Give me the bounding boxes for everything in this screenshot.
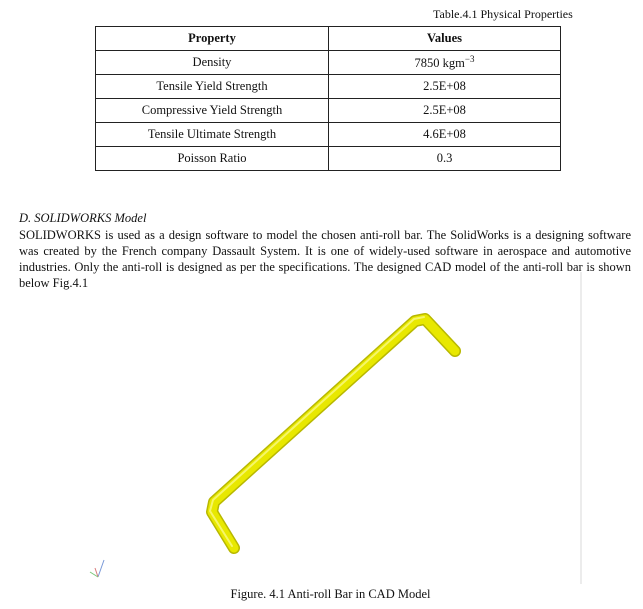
table-row	[96, 99, 561, 123]
column-header-property: Property	[96, 27, 329, 51]
value-cell: 4.6E+08	[329, 123, 561, 147]
property-cell: Density	[96, 51, 329, 75]
value-cell: 0.3	[329, 147, 561, 171]
property-cell: Poisson Ratio	[96, 147, 329, 171]
property-cell: Tensile Yield Strength	[96, 75, 329, 99]
property-cell: Tensile Ultimate Strength	[96, 123, 329, 147]
density-value: 7850 kgm	[414, 56, 465, 71]
physical-properties-table	[95, 26, 561, 171]
table-row	[96, 75, 561, 99]
figure-caption-wrap	[0, 587, 643, 602]
column-header-values: Values	[329, 27, 561, 51]
value-cell: 2.5E+08	[329, 75, 561, 99]
cad-viewport	[0, 272, 643, 592]
density-exponent: −3	[464, 53, 475, 64]
section-body-text: SOLIDWORKS is used as a design software to model the chosen anti-roll bar. The SolidWorks is a designing software was created by the French company Dassault System. It is one of widely-used software in aerospace and automotive industries. Only the anti-roll is designed as per the specifications. The designed CAD model of the anti-roll bar is shown below Fig.4.1	[19, 228, 631, 290]
cad-figure	[0, 272, 643, 592]
table-row	[96, 147, 561, 171]
anti-roll-bar-outline	[212, 319, 455, 548]
table-header-row	[96, 27, 561, 51]
table-row	[96, 51, 561, 75]
table-caption: Table.4.1 Physical Properties	[433, 7, 573, 21]
figure-caption: Figure. 4.1 Anti-roll Bar in CAD Model	[230, 587, 431, 601]
section-heading: D. SOLIDWORKS Model	[19, 211, 147, 225]
value-cell: 2.5E+08	[329, 99, 561, 123]
table-row	[96, 123, 561, 147]
value-cell	[329, 51, 561, 75]
anti-roll-bar	[212, 319, 455, 548]
axis-triad-icon	[90, 560, 104, 577]
property-cell: Compressive Yield Strength	[96, 99, 329, 123]
anti-roll-bar-highlight	[210, 317, 424, 546]
